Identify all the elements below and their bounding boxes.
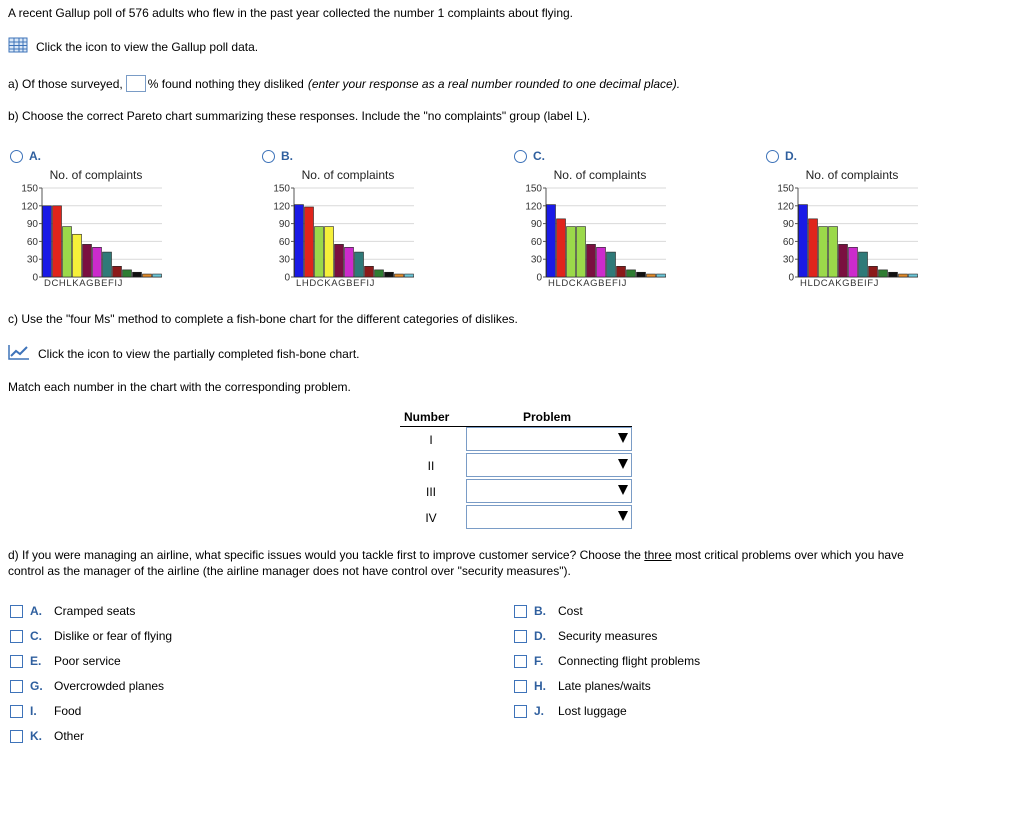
dropdown-arrow-icon[interactable] [618,433,628,443]
choice-g[interactable] [10,679,164,693]
y-tick-label: 60 [782,236,794,248]
choice-a-text: Cramped seats [54,604,136,618]
bar-E [879,270,888,277]
part-d-after: most critical problems over which you have [671,548,904,562]
choice-e-text: Poor service [54,654,121,668]
option-a-letter: A. [29,149,41,163]
bar-C [577,227,586,277]
choice-k-checkbox[interactable] [10,730,23,743]
y-tick-label: 30 [26,254,38,266]
y-tick-label: 90 [26,219,38,231]
choice-j[interactable] [514,704,627,718]
y-tick-label: 150 [273,183,290,195]
y-tick-label: 0 [788,272,794,284]
bar-A [839,244,848,277]
pareto-chart-c [514,166,674,293]
option-b-radio[interactable] [262,150,275,163]
choice-g-letter: G. [30,679,43,693]
bar-F [385,272,394,277]
option-b-radio-row[interactable] [262,149,293,163]
choice-h-letter: H. [534,679,546,693]
choice-f-letter: F. [534,654,544,668]
bar-E [123,270,132,277]
choice-c-checkbox[interactable] [10,630,23,643]
problem-select-1[interactable] [466,427,632,451]
choice-k[interactable] [10,729,84,743]
match-row [400,505,632,531]
bar-B [113,266,122,277]
choice-h[interactable] [514,679,651,693]
bar-K [335,244,344,277]
bar-F [133,272,142,277]
choice-h-checkbox[interactable] [514,680,527,693]
fishbone-link-text: Click the icon to view the partially completed fish-bone chart. [38,346,360,361]
choice-j-letter: J. [534,704,545,718]
bar-L [73,234,82,277]
y-tick-label: 150 [777,183,794,195]
choice-a-checkbox[interactable] [10,605,23,618]
choice-i-letter: I. [30,704,37,718]
y-tick-label: 150 [525,183,542,195]
choice-c-text: Dislike or fear of flying [54,629,173,643]
dropdown-arrow-icon[interactable] [618,511,628,521]
part-a-hint: (enter your response as a real number rounded to one decimal place). [307,76,681,91]
bar-D [315,227,324,277]
pareto-chart-d-svg [766,166,926,290]
choice-i-checkbox[interactable] [10,705,23,718]
bar-L [809,219,818,277]
bar-G [607,252,616,277]
choice-c-letter: C. [30,629,42,643]
choice-f-checkbox[interactable] [514,655,527,668]
bar-H [547,205,556,277]
bar-C [325,227,334,277]
choice-g-text: Overcrowded planes [54,679,165,693]
bar-D [43,206,52,277]
choice-e-letter: E. [30,654,42,668]
bar-I [143,274,152,277]
bar-J [405,274,414,277]
pareto-chart-a-svg [10,166,170,290]
fishbone-link-row[interactable] [8,344,360,363]
bar-G [103,252,112,277]
problem-select-3[interactable] [466,479,632,503]
bar-D [819,227,828,277]
bar-L [295,205,304,277]
match-number-3: III [425,485,436,499]
bar-L [557,219,566,277]
choice-d-checkbox[interactable] [514,630,527,643]
dropdown-arrow-icon[interactable] [618,485,628,495]
chart-title: No. of complaints [805,168,899,182]
choice-d-letter: D. [534,629,546,643]
choice-d-text: Security measures [558,629,658,643]
choice-f-text: Connecting flight problems [558,654,701,668]
option-a-radio-row[interactable] [10,149,41,163]
part-d-before: d) If you were managing an airline, what specific issues would you tackle first to improve customer service? Choose the [8,548,645,562]
chart-title: No. of complaints [49,168,143,182]
bar-F [637,272,646,277]
data-link-row[interactable] [8,37,258,56]
y-tick-label: 30 [530,254,542,266]
pareto-chart-a [10,166,170,293]
y-tick-label: 60 [530,236,542,248]
bar-J [657,274,666,277]
bar-I [889,272,898,277]
match-row [400,479,632,505]
bar-A [345,247,354,277]
choice-b-checkbox[interactable] [514,605,527,618]
bar-G [859,252,868,277]
bar-E [375,270,384,277]
bar-F [899,274,908,277]
category-labels: LHDCKAGBEFIJ [296,278,375,289]
bar-K [83,244,92,277]
choice-b-text: Cost [558,604,583,618]
bar-H [799,205,808,277]
choice-b-letter: B. [534,604,546,618]
bar-C [53,206,62,277]
bar-G [355,252,364,277]
category-labels: HLDCKAGBEFIJ [548,278,627,289]
bar-I [395,274,404,277]
bar-H [63,227,72,277]
match-prompt: Match each number in the chart with the corresponding problem. [8,380,351,394]
chart-title: No. of complaints [301,168,395,182]
y-tick-label: 90 [782,219,794,231]
option-c-letter: C. [533,149,545,163]
bar-A [597,247,606,277]
bar-B [869,266,878,277]
pareto-chart-d [766,166,926,293]
choice-d[interactable] [514,629,657,643]
y-tick-label: 120 [777,201,794,213]
bar-H [305,207,314,277]
part-b-text: b) Choose the correct Pareto chart summarizing these responses. Include the "no complaints" group (label L). [8,109,591,123]
match-col-problem: Problem [462,408,632,427]
choice-h-text: Late planes/waits [558,679,651,693]
match-table [400,408,632,531]
bar-K [587,244,596,277]
match-col-number: Number [400,408,462,427]
problem-select-4[interactable] [466,505,632,529]
pareto-chart-b-svg [262,166,422,290]
y-tick-label: 120 [525,201,542,213]
problem-select-2[interactable] [466,453,632,477]
bar-C [829,227,838,277]
bar-D [567,227,576,277]
data-link-text: Click the icon to view the Gallup poll data. [36,39,259,54]
choice-b[interactable] [514,604,583,618]
choice-j-text: Lost luggage [558,704,627,718]
y-tick-label: 60 [278,236,290,248]
choice-k-letter: K. [30,729,42,743]
match-number-4: IV [425,511,437,525]
dropdown-arrow-icon[interactable] [618,459,628,469]
choice-c[interactable] [10,629,172,643]
bar-I [647,274,656,277]
match-row [400,427,632,454]
bar-B [617,266,626,277]
choice-i[interactable] [10,704,81,718]
part-a-prefix: a) Of those surveyed, [8,76,123,91]
choice-i-text: Food [54,704,82,718]
part-a-row [8,75,680,92]
y-tick-label: 90 [278,219,290,231]
chart-title: No. of complaints [553,168,647,182]
option-a-radio[interactable] [10,150,23,163]
intro-text: A recent Gallup poll of 576 adults who flew in the past year collected the number 1 complaints about flying. [8,6,573,20]
line-chart-icon[interactable] [8,344,30,363]
option-c-radio[interactable] [514,150,527,163]
bar-K [849,247,858,277]
choice-f[interactable] [514,654,700,668]
y-tick-label: 90 [530,219,542,231]
pareto-chart-c-svg [514,166,674,290]
category-labels: DCHLKAGBEFIJ [44,278,123,289]
bar-B [365,266,374,277]
bar-J [153,274,162,277]
bar-J [909,274,918,277]
category-labels: HLDCAKGBEIFJ [800,278,879,289]
option-d-radio[interactable] [766,150,779,163]
option-c-radio-row[interactable] [514,149,545,163]
y-tick-label: 0 [32,272,38,284]
part-a-input[interactable] [126,75,146,92]
y-tick-label: 120 [21,201,38,213]
bar-E [627,270,636,277]
part-d-emph: three [644,548,672,562]
table-grid-icon[interactable] [8,37,28,56]
y-tick-label: 60 [26,236,38,248]
y-tick-label: 0 [536,272,542,284]
pareto-chart-b [262,166,422,293]
choice-j-checkbox[interactable] [514,705,527,718]
y-tick-label: 30 [782,254,794,266]
choice-a-letter: A. [30,604,42,618]
match-number-2: II [427,459,435,473]
choice-k-text: Other [54,729,85,743]
part-a-suffix: % found nothing they disliked [147,76,304,91]
y-tick-label: 30 [278,254,290,266]
y-tick-label: 120 [273,201,290,213]
choice-a[interactable] [10,604,135,618]
match-number-1: I [429,433,433,447]
y-tick-label: 0 [284,272,290,284]
choice-e-checkbox[interactable] [10,655,23,668]
part-d-line2: control as the manager of the airline (the airline manager does not have control over "security measures"). [8,564,571,578]
y-tick-label: 150 [21,183,38,195]
part-c-text: c) Use the "four Ms" method to complete a fish-bone chart for the different categories of dislikes. [8,312,518,326]
part-d-line1 [8,548,904,562]
choice-g-checkbox[interactable] [10,680,23,693]
option-d-radio-row[interactable] [766,149,797,163]
choice-e[interactable] [10,654,121,668]
bar-A [93,247,102,277]
option-b-letter: B. [281,149,293,163]
option-d-letter: D. [785,149,797,163]
match-row [400,453,632,479]
